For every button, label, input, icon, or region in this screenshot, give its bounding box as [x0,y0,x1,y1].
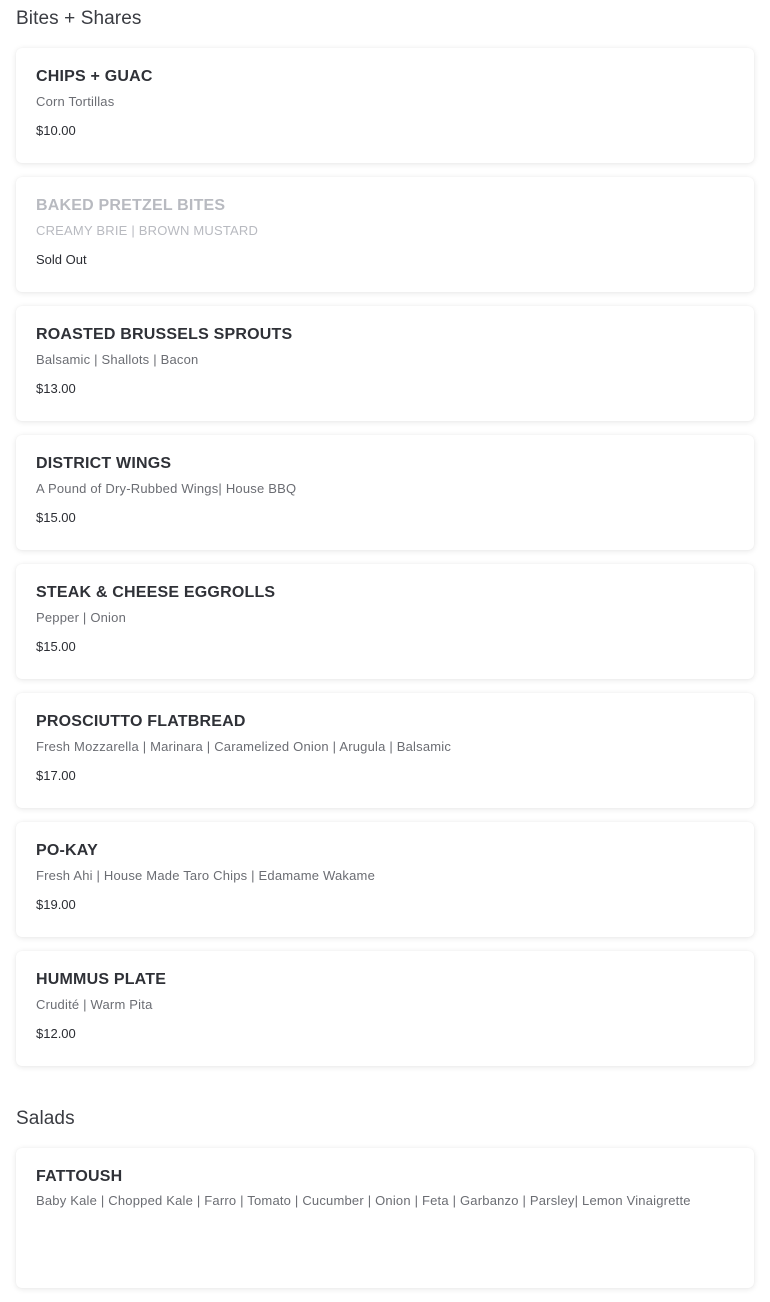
item-name: BAKED PRETZEL BITES [36,197,226,214]
menu-item-chips-guac[interactable] [16,48,754,163]
item-description: Fresh Mozzarella | Marinara | Caramelized Onion | Arugula | Balsamic [36,739,452,754]
bites-shares-section [0,7,770,1080]
item-name: CHIPS + GUAC [36,68,153,85]
item-description: CREAMY BRIE | BROWN MUSTARD [36,223,259,238]
item-description: Pepper | Onion [36,610,127,625]
item-price: $10.00 [36,123,76,138]
menu-item-fattoush[interactable] [16,1148,754,1288]
section-title-salads: Salads [16,1108,75,1129]
menu-item-baked-pretzel-bites[interactable] [16,177,754,292]
item-price: $12.00 [36,1026,76,1041]
item-price: $15.00 [36,510,76,525]
item-description: A Pound of Dry-Rubbed Wings| House BBQ [36,481,297,496]
sold-out-label: Sold Out [36,252,87,267]
item-name: STEAK & CHEESE EGGROLLS [36,584,276,601]
item-description: Balsamic | Shallots | Bacon [36,352,199,367]
item-name: PO-KAY [36,842,98,859]
section-title-bites: Bites + Shares [16,8,142,29]
item-description: Corn Tortillas [36,94,115,109]
menu-item-roasted-brussels-sprouts[interactable] [16,306,754,421]
item-name: FATTOUSH [36,1168,123,1185]
salads-section [0,1107,770,1302]
item-description: Crudité | Warm Pita [36,997,153,1012]
item-price: $17.00 [36,768,76,783]
item-price: $13.00 [36,381,76,396]
menu-item-district-wings[interactable] [16,435,754,550]
item-name: ROASTED BRUSSELS SPROUTS [36,326,293,343]
item-description: Fresh Ahi | House Made Taro Chips | Edamame Wakame [36,868,376,883]
menu-item-prosciutto-flatbread[interactable] [16,693,754,808]
item-name: DISTRICT WINGS [36,455,172,472]
item-price: $15.00 [36,639,76,654]
salads-item-list [16,1148,754,1288]
menu-item-po-kay[interactable] [16,822,754,937]
item-description: Baby Kale | Chopped Kale | Farro | Tomato | Cucumber | Onion | Feta | Garbanzo | Parsley| Lemon Vinaigrette [36,1193,691,1208]
bites-item-list [16,48,754,1066]
item-name: PROSCIUTTO FLATBREAD [36,713,246,730]
item-price: $19.00 [36,897,76,912]
menu-item-hummus-plate[interactable] [16,951,754,1066]
menu-item-steak-cheese-eggrolls[interactable] [16,564,754,679]
item-name: HUMMUS PLATE [36,971,167,988]
